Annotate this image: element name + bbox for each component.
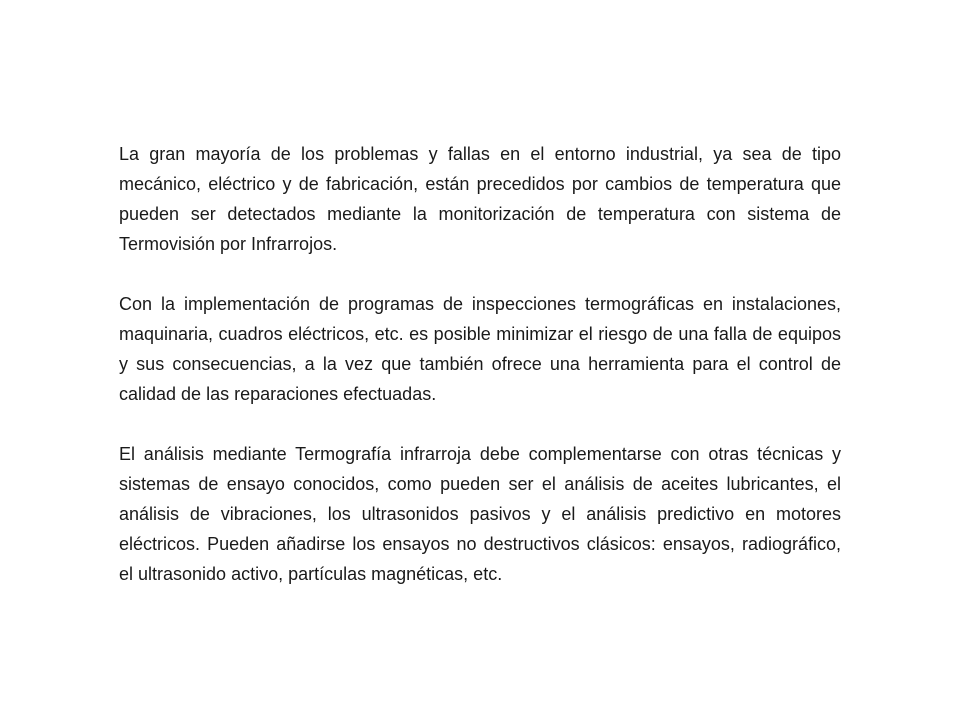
text-body (119, 139, 841, 589)
paragraph-inspection-programs: Con la implementación de programas de inspecciones termográficas en instalaciones, maquinaria, cuadros eléctricos, etc. es posible minimizar el riesgo de una falla de equipos y sus consecuencias, a la vez que también ofrece una herramienta para el control de calidad de las reparaciones efectuadas. (119, 294, 841, 404)
paragraph-complementary-techniques: El análisis mediante Termografía infrarroja debe complementarse con otras técnicas y sistemas de ensayo conocidos, como pueden ser el análisis de aceites lubricantes, el análisis de vibraciones, los ultrasonidos pasivos y el análisis predictivo en motores eléctricos. Pueden añadirse los ensayos no destructivos clásicos: ensayos, radiográfico, el ultrasonido activo, partículas magnéticas, etc. (119, 444, 841, 584)
paragraph-thermography-intro: La gran mayoría de los problemas y fallas en el entorno industrial, ya sea de tipo mecánico, eléctrico y de fabricación, están precedidos por cambios de temperatura que pueden ser detectados mediante la monitorización de temperatura con sistema de Termovisión por Infrarrojos. (119, 144, 841, 254)
